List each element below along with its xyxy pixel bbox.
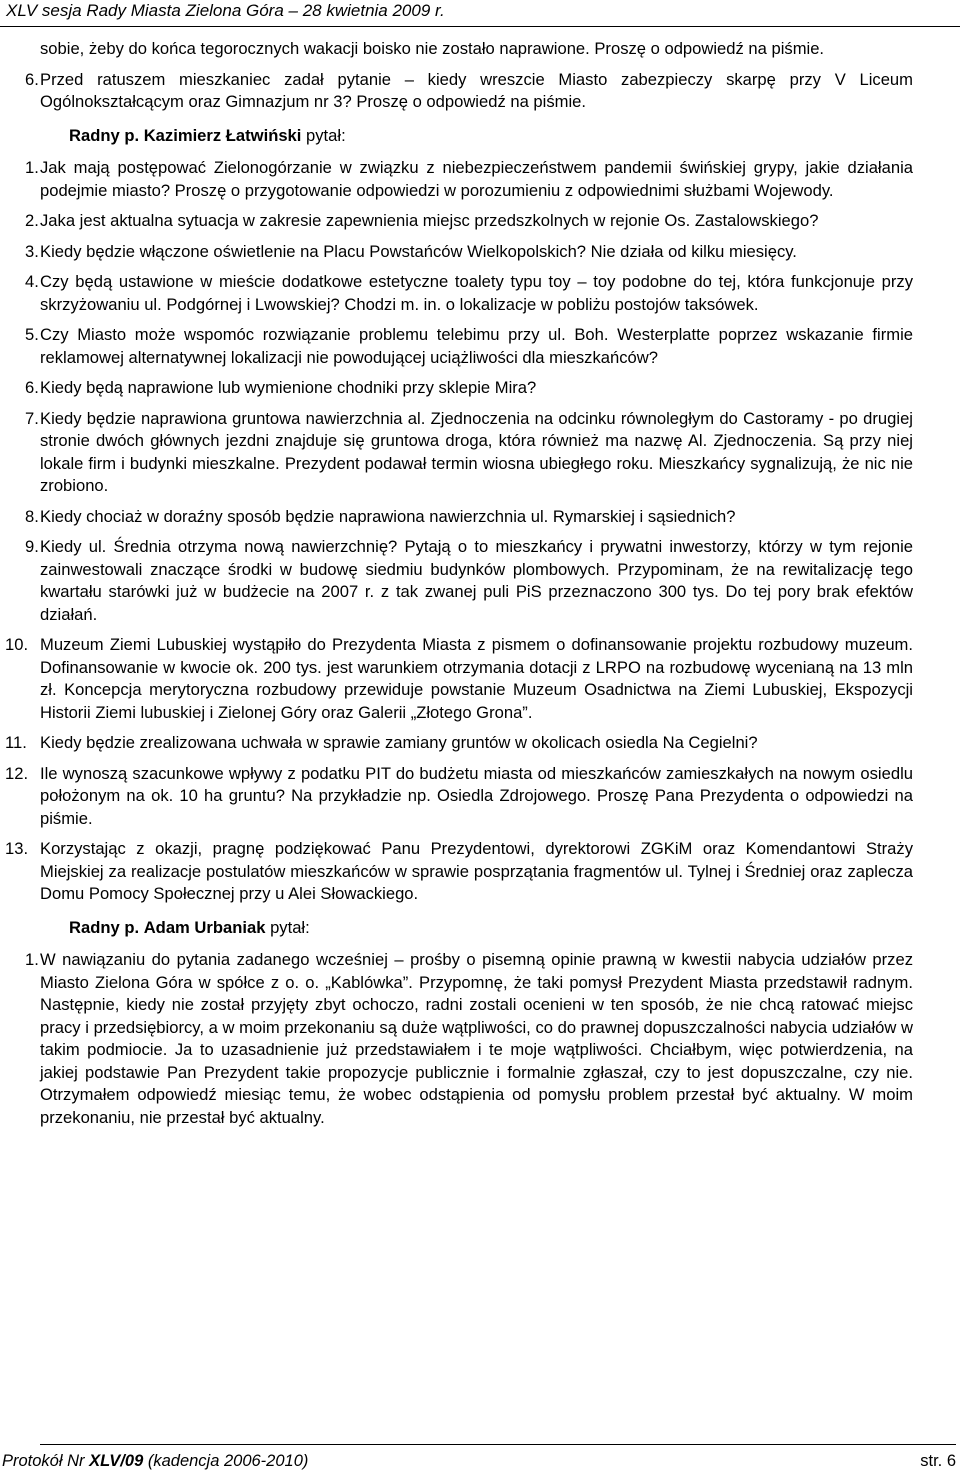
question-item (25, 271, 913, 316)
speaker-suffix: pytał: (270, 917, 310, 937)
item-number: 9. (25, 537, 39, 556)
item-text: Jak mają postępować Zielonogórzanie w związku z niebezpieczeństwem pandemii świńskiej grypy, jakie działania podejmie miasto? Proszę o przygotowanie odpowiedzi w porozumieniu z odpowiednimi służbami Wojewody. (40, 158, 913, 200)
item-number: 7. (25, 408, 39, 428)
item-text: Czy będą ustawione w mieście dodatkowe estetyczne toalety typu toy – toy podobne do tej, która funkcjonuje przy skrzyżowaniu ul. Podgórnej i Lwowskiej? Chodzi m. in. o lokalizacje w pobliżu postojów taksówek. (40, 272, 913, 314)
speaker-heading-latwinski (69, 125, 913, 148)
item-text: Kiedy będą naprawione lub wymienione chodniki przy sklepie Mira? (40, 378, 537, 397)
speaker-name: Adam Urbaniak (143, 917, 266, 937)
item-text: Muzeum Ziemi Lubuskiej wystąpiło do Prezydenta Miasta z pismem o dofinansowanie projektu rozbudowy muzeum. Dofinansowanie w kwocie ok. 200 tys. jest warunkiem otrzymania dotacji z LRPO na rozbudowę wycenianą na 13 mln zł. Koncepcja merytoryczna rozbudowy przewiduje powstanie Muzeum Osadnictwa na Ziemi Lubuskiej, Ekspozycji Historii Ziemi lubuskiej i Zielonej Góry oraz Galerii „Złotego Grona”. (40, 635, 913, 722)
item-number: 12. (5, 763, 29, 783)
question-item (25, 241, 913, 264)
item-number: 6. (25, 378, 39, 397)
item-text: Kiedy będzie włączone oświetlenie na Placu Powstańców Wielkopolskich? Nie działa od kilku miesięcy. (40, 241, 797, 261)
page-header (0, 0, 960, 27)
item-number: 4. (25, 272, 39, 291)
footer-divider (40, 1444, 956, 1445)
question-item (5, 838, 913, 906)
item-number: 13. (5, 839, 29, 858)
question-item (25, 506, 913, 529)
question-item (25, 324, 913, 369)
document-body (5, 38, 913, 1137)
protocol-prefix: Protokół Nr (2, 1452, 85, 1470)
header-title: XLV sesja Rady Miasta Zielona Góra – 28 kwietnia 2009 r. (6, 1, 445, 20)
item-text: Przed ratuszem mieszkaniec zadał pytanie – kiedy wreszcie Miasto zabezpieczy skarpę przy V Liceum Ogólnokształcącym oraz Gimnazjum nr 3? Proszę o odpowiedź na piśmie. (40, 69, 913, 111)
questions-list-urbaniak (25, 949, 913, 1129)
speaker-prefix: Radny p. (69, 917, 140, 937)
question-item (5, 732, 913, 755)
questions-list-latwinski (5, 157, 913, 906)
speaker-prefix: Radny p. (69, 125, 140, 145)
page-number: str. 6 (920, 1452, 956, 1470)
question-item (25, 157, 913, 202)
question-item (5, 634, 913, 724)
item-number: 8. (25, 506, 39, 526)
item-number: 2. (25, 211, 39, 230)
question-item (5, 763, 913, 831)
item-text: Korzystając z okazji, pragnę podziękować Panu Prezydentowi, dyrektorowi ZGKiM oraz Komendantowi Straży Miejskiej za realizacje postulatów mieszkańców w sprawie posprzątania fragmentów ul. Tylnej i Średniej oraz zaplecza Domu Pomocy Społecznej przy u Alei Słowackiego. (40, 839, 913, 903)
protocol-number: XLV/09 (89, 1452, 144, 1470)
question-item (25, 377, 913, 400)
item-number: 10. (5, 635, 29, 654)
item-text: Ile wynoszą szacunkowe wpływy z podatku PIT do budżetu miasta od mieszkańców zamieszkałych na nowym osiedlu położonym na ok. 10 ha gruntu? Na przykładzie np. Osiedla Zdrojowego. Proszę Pana Prezydenta o odpowiedzi na piśmie. (40, 763, 913, 828)
protocol-term: (kadencja 2006-2010) (147, 1452, 309, 1470)
intro-item-6 (25, 69, 913, 114)
item-number: 11. (5, 733, 27, 752)
item-text: Jaka jest aktualna sytuacja w zakresie zapewnienia miejsc przedszkolnych w rejonie Os. Zastalowskiego? (40, 211, 819, 230)
footer-protocol (2, 1452, 308, 1471)
item-text: Czy Miasto może wspomóc rozwiązanie problemu telebimu przy ul. Boh. Westerplatte poprzez wskazanie firmie reklamowej alternatywnej lokalizacji nie powodującej uciążliwości dla mieszkańców? (40, 325, 913, 367)
item-text: Kiedy ul. Średnia otrzyma nową nawierzchnię? Pytają o to mieszkańcy i prywatni inwestorzy, którzy w tym rejonie zainwestowali znaczące środki w budowę siedmiu budynków plombowych. Przypominam, że na rewitalizację tego kwartału starówki już w budżecie na 2007 r. z tak zwanej puli PiS przeznaczono 300 tys. Do tej pory brak efektów działań. (40, 537, 913, 624)
item-number: 1. (25, 158, 39, 177)
item-text: W nawiązaniu do pytania zadanego wcześniej – prośby o pisemną opinie prawną w kwestii nabycia udziałów przez Miasto Zielona Góra w spółce z o. o. „Kablówka”. Przypomnę, że taki pomysł Prezydent Miasta przedstawił radnym. Następnie, kiedy nie został przyjęty zbyt ochoczo, radni zostali ocenieni w ten sposób, że nie chcą ratować miejsc pracy i przedsiębiorcy, a w moim przekonaniu są duże wątpliwości, co do prawnej dopuszczalności nabycia udziałów w takim podmiocie. Ja to uzasadnienie już przedstawiałem i te moje wątpliwości. Chciałbym, więc potwierdzenia, na jakiej podstawie Pan Prezydent takie propozycje publicznie i formalnie zgłaszał, czy to jest dopuszczalne, czy nie. Otrzymałem odpowiedź miesiąc temu, że wobec odstąpienia od pomysłu problem przestał być aktualny. W moim przekonaniu, nie przestał być aktualny. (40, 950, 913, 1127)
item-text: Kiedy będzie naprawiona gruntowa nawierzchnia al. Zjednoczenia na odcinku równoległym do Castoramy - po drugiej stronie dwóch głównych jezdni znajduje się gruntowa droga, która również ma nazwę Al. Zjednoczenia. Są przy niej lokale firm i budynki mieszkalne. Prezydent podawał termin wiosna ubiegłego roku. Mieszkańcy sygnalizują, że nic nie zrobiono. (40, 408, 913, 495)
item-number: 3. (25, 241, 39, 261)
intro-continuation: sobie, żeby do końca tegorocznych wakacji boisko nie zostało naprawione. Proszę o odpowiedź na piśmie. (40, 39, 825, 58)
speaker-name: Kazimierz Łatwiński (143, 125, 302, 145)
question-item (25, 536, 913, 626)
speaker-heading-urbaniak (69, 917, 913, 940)
item-number: 5. (25, 325, 39, 344)
question-item (25, 949, 913, 1129)
item-number: 1. (25, 950, 39, 969)
speaker-suffix: pytał: (306, 125, 346, 145)
question-item (25, 408, 913, 498)
item-text: Kiedy będzie zrealizowana uchwała w sprawie zamiany gruntów w okolicach osiedla Na Cegielni? (40, 733, 758, 752)
question-item (25, 210, 913, 233)
item-text: Kiedy chociaż w doraźny sposób będzie naprawiona nawierzchnia ul. Rymarskiej i sąsiednich? (40, 506, 736, 526)
item-number: 6. (25, 69, 39, 89)
